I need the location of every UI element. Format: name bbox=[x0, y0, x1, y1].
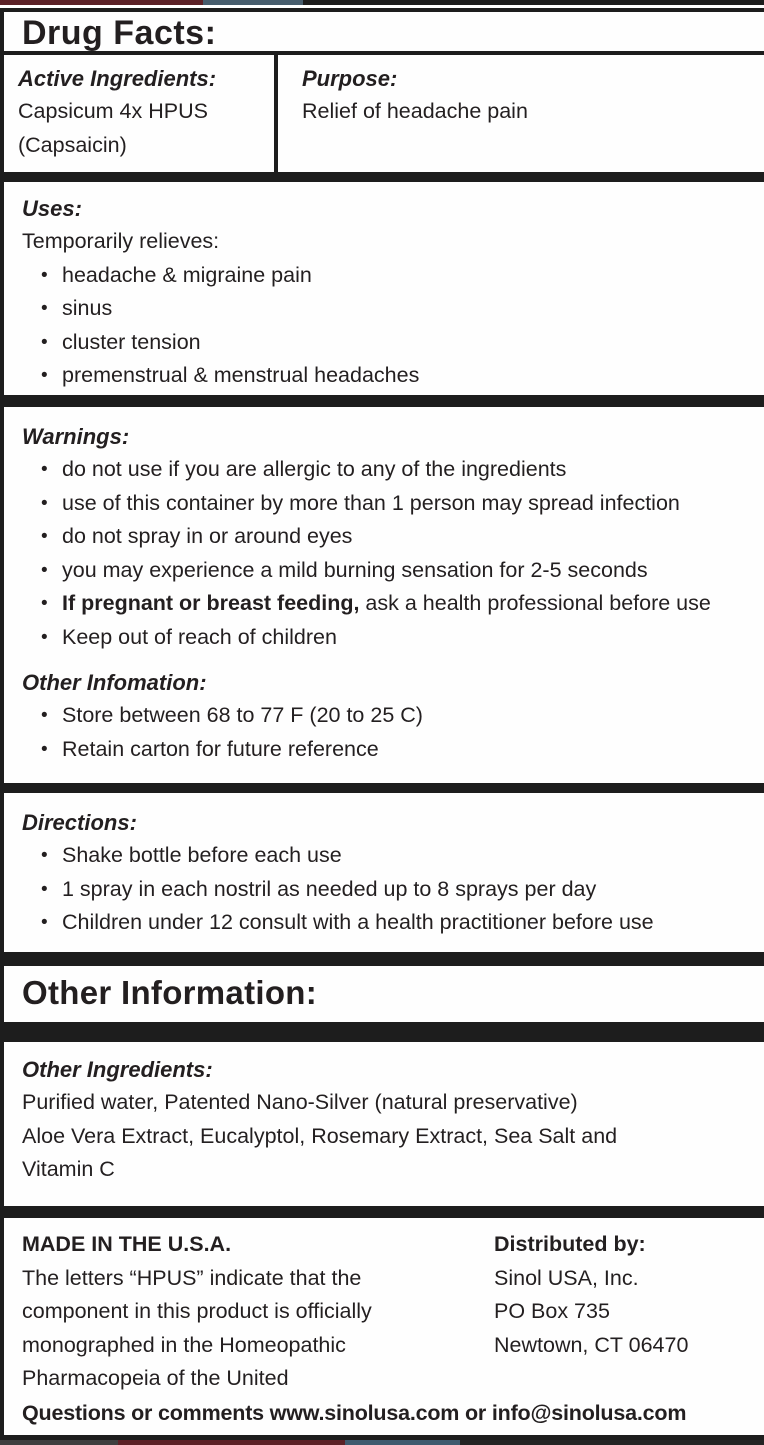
warnings-heading: Warnings: bbox=[22, 424, 130, 449]
other-information-header-box bbox=[0, 966, 764, 1022]
list-item-pregnancy-warning bbox=[22, 587, 758, 621]
list-item: • sinus bbox=[22, 292, 758, 326]
list-item: • do not use if you are allergic to any of the ingredients bbox=[22, 453, 758, 487]
list-item: • premenstrual & menstrual headaches bbox=[22, 359, 758, 393]
directions-section bbox=[0, 793, 764, 952]
section-divider bbox=[0, 172, 764, 182]
warnings-bullet-list bbox=[22, 453, 758, 654]
list-item: • headache & migraine pain bbox=[22, 259, 758, 293]
distributed-by-heading: Distributed by: bbox=[494, 1232, 646, 1256]
uses-section bbox=[0, 182, 764, 395]
other-information-title: Other Information: bbox=[22, 974, 318, 1011]
active-ingredients-heading: Active Ingredients: bbox=[18, 66, 217, 91]
distributor-name: Sinol USA, Inc. bbox=[494, 1265, 639, 1290]
list-item: • do not spray in or around eyes bbox=[22, 520, 758, 554]
section-divider bbox=[0, 952, 764, 966]
list-item: • Shake bottle before each use bbox=[22, 839, 758, 873]
footer-section bbox=[0, 1218, 764, 1435]
section-divider-thick bbox=[0, 1022, 764, 1042]
list-item: • 1 spray in each nostril as needed up to 8 sprays per day bbox=[22, 873, 758, 907]
list-item: • cluster tension bbox=[22, 326, 758, 360]
active-ingredient-name: Capsicum 4x HPUS bbox=[18, 99, 208, 123]
distributor-column bbox=[494, 1228, 758, 1396]
bottom-strip-blue-segment bbox=[345, 1440, 460, 1445]
other-ingredients-line: Vitamin C bbox=[22, 1157, 115, 1181]
bottom-edge-strip bbox=[0, 1440, 764, 1445]
warnings-section bbox=[0, 407, 764, 783]
other-infomation-bullet-list bbox=[22, 699, 758, 766]
other-infomation-heading: Other Infomation: bbox=[22, 670, 207, 695]
made-in-column bbox=[22, 1228, 494, 1396]
top-strip-blue-segment bbox=[203, 0, 303, 5]
section-divider bbox=[0, 1206, 764, 1218]
list-item: • you may experience a mild burning sensation for 2-5 seconds bbox=[22, 554, 758, 588]
purpose-heading: Purpose: bbox=[302, 66, 398, 91]
uses-intro: Temporarily relieves: bbox=[22, 229, 220, 253]
active-ingredient-alt-name: (Capsaicin) bbox=[18, 132, 127, 157]
list-item: • use of this container by more than 1 person may spread infection bbox=[22, 487, 758, 521]
list-item: • Keep out of reach of children bbox=[22, 621, 758, 655]
uses-bullet-list bbox=[22, 259, 758, 393]
made-in-usa-text: MADE IN THE U.S.A. bbox=[22, 1232, 232, 1256]
hpus-note-line: component in this product is officially bbox=[22, 1299, 372, 1323]
pregnancy-warning-bold: If pregnant or breast feeding, bbox=[62, 591, 360, 615]
directions-heading: Directions: bbox=[22, 810, 137, 835]
hpus-note-line: The letters “HPUS” indicate that the bbox=[22, 1265, 362, 1290]
other-ingredients-line: Aloe Vera Extract, Eucalyptol, Rosemary Extract, Sea Salt and bbox=[22, 1123, 618, 1148]
purpose-text: Relief of headache pain bbox=[302, 99, 528, 123]
list-item: • Retain carton for future reference bbox=[22, 733, 758, 767]
section-divider bbox=[0, 783, 764, 793]
purpose-cell bbox=[278, 55, 764, 172]
uses-heading: Uses: bbox=[22, 196, 82, 221]
list-item: • Children under 12 consult with a health practitioner before use bbox=[22, 906, 758, 940]
bottom-strip-red-segment bbox=[118, 1440, 345, 1445]
ingredients-purpose-table bbox=[0, 55, 764, 172]
page-title: Drug Facts: bbox=[22, 14, 217, 52]
top-strip-red-segment bbox=[0, 0, 203, 5]
bottom-strip-dark-segment bbox=[460, 1440, 764, 1445]
top-strip-dark-segment bbox=[303, 0, 764, 5]
other-ingredients-section bbox=[0, 1042, 764, 1206]
questions-contact-line: Questions or comments www.sinolusa.com or info@sinolusa.com bbox=[22, 1400, 687, 1425]
section-divider bbox=[0, 395, 764, 407]
other-ingredients-heading: Other Ingredients: bbox=[22, 1057, 213, 1082]
other-ingredients-line: Purified water, Patented Nano-Silver (natural preservative) bbox=[22, 1090, 578, 1114]
active-ingredients-cell bbox=[4, 55, 278, 172]
drug-facts-title-box bbox=[0, 12, 764, 55]
footer-columns bbox=[22, 1228, 758, 1396]
directions-bullet-list bbox=[22, 839, 758, 940]
hpus-note-line: Pharmacopeia of the United bbox=[22, 1366, 289, 1390]
bottom-strip-gray-segment bbox=[0, 1440, 118, 1445]
top-edge-strip bbox=[0, 0, 764, 5]
distributor-city: Newtown, CT 06470 bbox=[494, 1332, 689, 1357]
list-item: • Store between 68 to 77 F (20 to 25 C) bbox=[22, 699, 758, 733]
hpus-note-line: monographed in the Homeopathic bbox=[22, 1332, 346, 1357]
pregnancy-warning-rest: ask a health professional before use bbox=[359, 591, 711, 615]
distributor-po-box: PO Box 735 bbox=[494, 1299, 610, 1323]
